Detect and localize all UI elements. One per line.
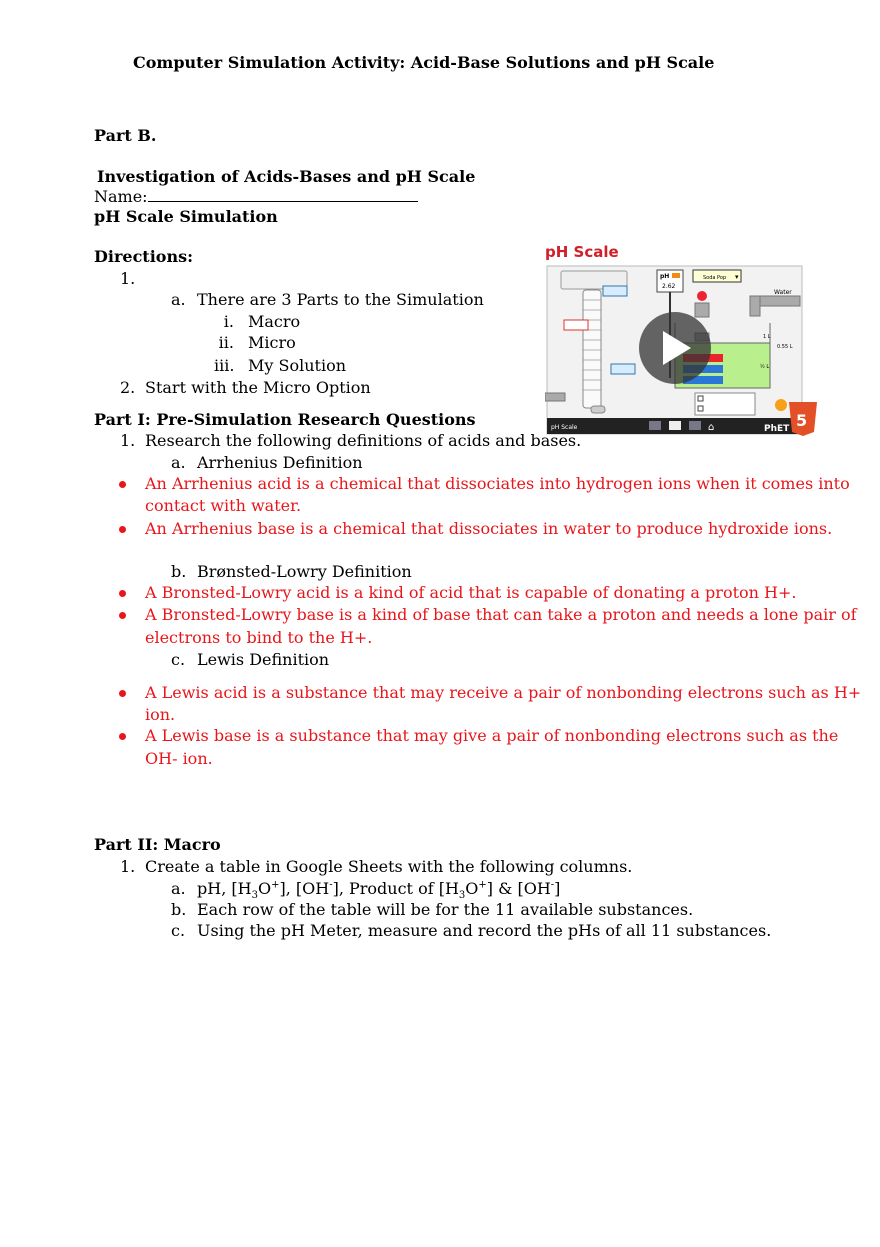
- ratio-checkbox: [698, 396, 703, 401]
- oh-marker: [603, 286, 627, 296]
- bronsted-base-line1: A Bronsted-Lowry base is a kind of base that can take a proton and needs a lone pair of: [145, 605, 857, 624]
- molecule-count-checkbox: [698, 406, 703, 411]
- bronsted-marker: b.: [171, 562, 187, 581]
- dropdown-value: Soda Pop: [703, 275, 727, 281]
- bronsted-label: Brønsted-Lowry Definition: [197, 562, 412, 581]
- step2-number: 2.: [120, 378, 136, 397]
- name-blank-line: [148, 187, 418, 202]
- drain-pipe: [545, 393, 565, 401]
- chevron-down-icon: ▾: [735, 273, 739, 281]
- phet-logo: PhET: [764, 424, 790, 434]
- html5-badge-text: 5: [796, 411, 808, 430]
- options-panel: [695, 393, 755, 415]
- part1-q1-text: Research the following definitions of acids and bases.: [145, 431, 582, 450]
- ph-meter-label: pH: [660, 273, 670, 280]
- sim-title: pH Scale Simulation: [94, 207, 278, 226]
- lewis-label: Lewis Definition: [197, 650, 330, 669]
- part1-heading: Part I: Pre-Simulation Research Questions: [94, 410, 476, 429]
- sim-thumb-title: pH Scale: [545, 243, 619, 261]
- home-icon: ⌂: [708, 422, 715, 433]
- arrhenius-acid-line1: An Arrhenius acid is a chemical that dissociates into hydrogen ions when it comes into: [145, 474, 850, 493]
- simulation-thumbnail[interactable]: [545, 238, 820, 438]
- screen-thumb-micro-icon: [669, 421, 681, 430]
- part2-heading: Part II: Macro: [94, 835, 221, 854]
- part-label-micro: Micro: [248, 333, 296, 352]
- arrhenius-acid-line2: contact with water.: [145, 496, 302, 515]
- part2-q1-text: Create a table in Google Sheets with the following columns.: [145, 857, 633, 876]
- dispenser-button: [697, 291, 707, 301]
- lewis-base-line1: A Lewis base is a substance that may give a pair of nonbonding electrons such as the: [145, 726, 839, 745]
- ph-meter-value: 2.62: [662, 283, 676, 290]
- bullet-icon: [119, 526, 126, 533]
- part-marker: iii.: [214, 356, 235, 375]
- h3o-marker: [564, 320, 588, 330]
- lewis-acid-line2: ion.: [145, 705, 176, 724]
- arrhenius-marker: a.: [171, 453, 186, 472]
- part2-c-text: Using the pH Meter, measure and record the pHs of all 11 substances.: [197, 921, 772, 940]
- water-label: Water: [774, 289, 792, 296]
- part2-c-marker: c.: [171, 921, 186, 940]
- step2-text: Start with the Micro Option: [145, 378, 371, 397]
- log-toggle: [591, 406, 605, 413]
- volume-top-label: 0.55 L: [777, 344, 793, 350]
- name-field: [94, 187, 418, 207]
- part2-a-columns: pH, $[H_3O^+]$, [OH-], Product of $[H_3O^+]$ & [OH-]: [197, 879, 561, 902]
- screen-thumb-macro-icon: [649, 421, 661, 430]
- lewis-acid-line1: A Lewis acid is a substance that may receive a pair of nonbonding electrons such as H+: [145, 683, 862, 702]
- part-label-my-solution: My Solution: [248, 356, 347, 375]
- document-title: Computer Simulation Activity: Acid-Base Solutions and pH Scale: [133, 53, 715, 72]
- water-faucet-spout: [750, 296, 760, 316]
- ph-meter-indicator: [672, 273, 680, 278]
- bullet-icon: [119, 481, 126, 488]
- part-marker: i.: [223, 312, 234, 331]
- sim-nav-label: pH Scale: [551, 424, 578, 431]
- part-b-subheading: Investigation of Acids-Bases and pH Scale: [97, 167, 476, 186]
- step1a-text: There are 3 Parts to the Simulation: [197, 290, 484, 309]
- bullet-icon: [119, 690, 126, 697]
- reset-icon: [775, 399, 787, 411]
- part-marker: ii.: [218, 333, 234, 352]
- solute-dispenser: [695, 303, 709, 317]
- part2-b-marker: b.: [171, 900, 187, 919]
- part1-q1-number: 1.: [120, 431, 136, 450]
- oh-marker-2: [611, 364, 635, 374]
- bullet-icon: [119, 590, 126, 597]
- part2-q1-number: 1.: [120, 857, 136, 876]
- bronsted-base-line2: electrons to bind to the H+.: [145, 628, 373, 647]
- part2-a-marker: a.: [171, 879, 186, 898]
- part2-b-text: Each row of the table will be for the 11 available substances.: [197, 900, 694, 919]
- directions-label: Directions:: [94, 247, 193, 266]
- screen-thumb-mysolution-icon: [689, 421, 701, 430]
- bronsted-acid: A Bronsted-Lowry acid is a kind of acid that is capable of donating a proton H+.: [145, 583, 797, 602]
- name-label: Name:: [94, 187, 148, 206]
- lewis-marker: c.: [171, 650, 186, 669]
- part-label-macro: Macro: [248, 312, 301, 331]
- volume-half-label: ½ L: [760, 364, 770, 370]
- bullet-icon: [119, 733, 126, 740]
- part-b-heading: Part B.: [94, 126, 157, 145]
- volume-1-label: 1 L: [763, 334, 771, 340]
- lewis-base-line2: OH- ion.: [145, 749, 213, 768]
- step1a-marker: a.: [171, 290, 186, 309]
- step1-number: 1.: [120, 269, 136, 288]
- arrhenius-base: An Arrhenius base is a chemical that dissociates in water to produce hydroxide ions.: [145, 519, 833, 538]
- bullet-icon: [119, 612, 126, 619]
- arrhenius-label: Arrhenius Definition: [197, 453, 363, 472]
